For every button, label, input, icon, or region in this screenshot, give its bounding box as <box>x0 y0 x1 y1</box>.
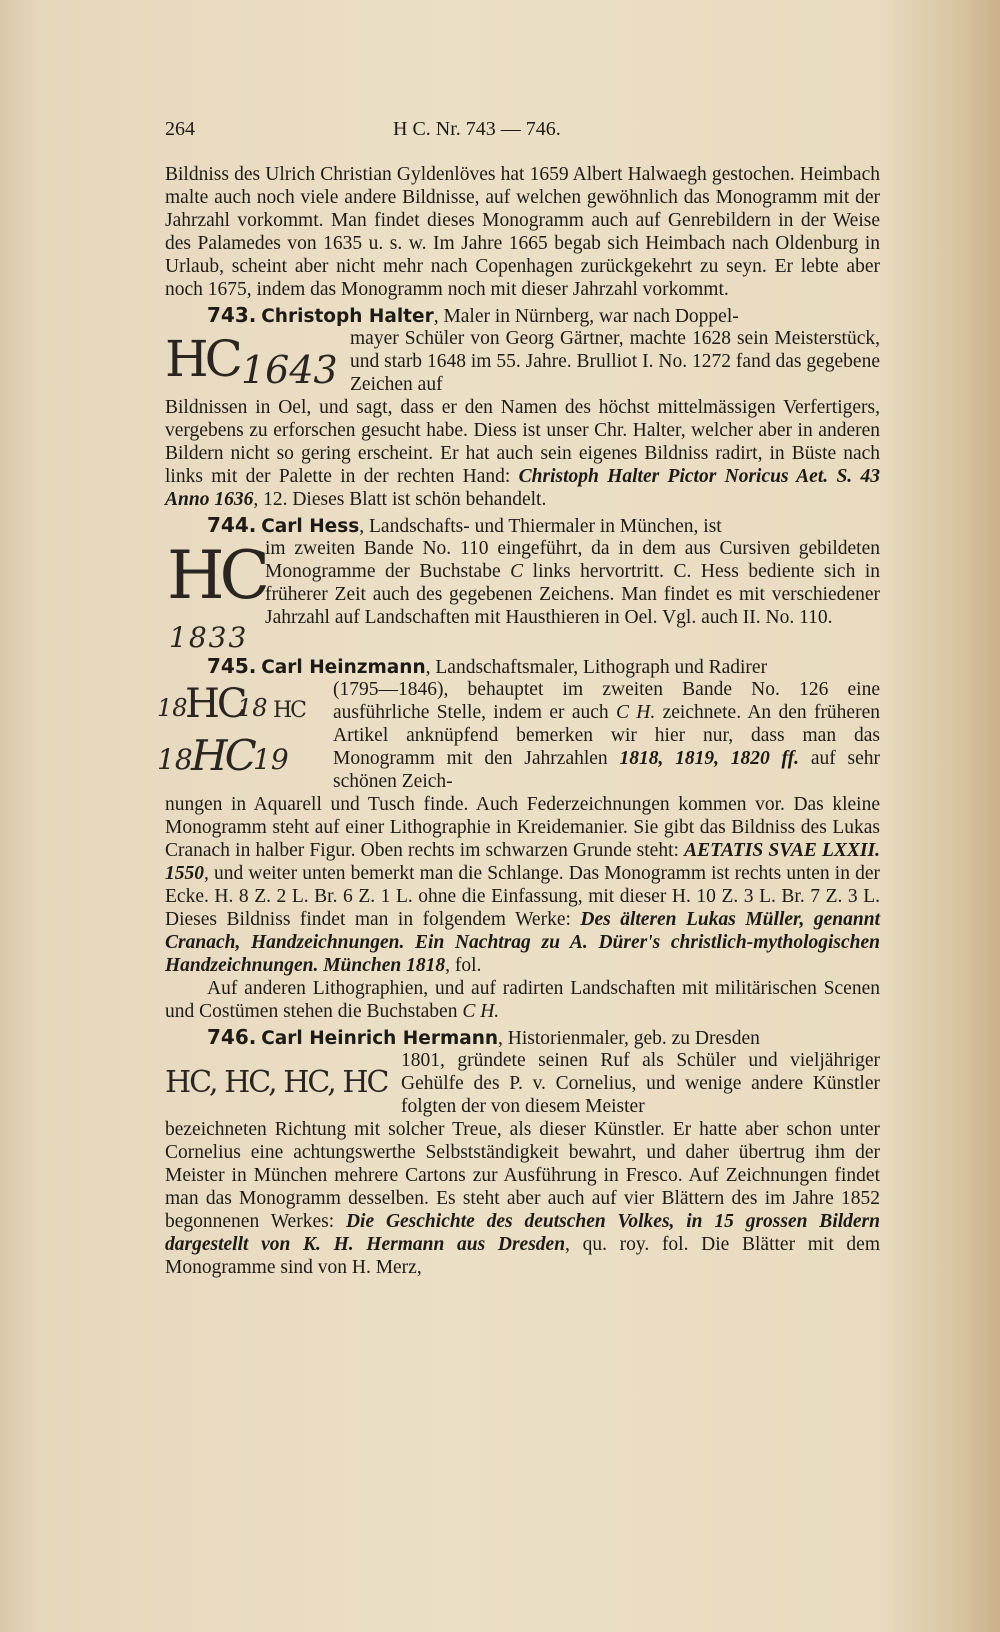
monogram-year-d: 19 <box>253 743 289 776</box>
entry-body-b: , und weiter unten bemerkt man die Schlange. Das Monogramm ist rechts unten in der Ecke. H. 8 Z. 2 L. Br. 6 Z. 1 L. ohne die Einfassung, mit dieser H. 10 Z. 3 L. Br. 7 Z. 3 L. Dieses Bildniss findet man in folgendem Werke: <box>165 863 880 930</box>
book-title: Des älteren Lukas Müller, genannt Cranach, Handzeichnungen. Ein Nachtrag zu A. Dürer's christlich-mythologischen Handzeichnungen. München 1818 <box>165 909 880 976</box>
years: 1818, 1819, 1820 ff. <box>619 748 800 769</box>
inscription: AETATIS SVAE LXXII. 1550 <box>165 840 880 884</box>
entry-head-text: , Landschafts- und Thiermaler in München, ist <box>359 516 722 537</box>
wrap-letter: C <box>510 561 524 582</box>
entry-paragraph-2 <box>165 977 880 1023</box>
entry-head <box>165 1026 880 1049</box>
monogram-year-b: 18 <box>237 694 268 722</box>
signature-letters: C H. <box>462 1001 500 1022</box>
wrap-text-b: links hervortritt. C. Hess bediente sich in früherer Zeit auch des gegebenen Zeichens. Man findet es mit verschiedener Jahrzahl auf Landschaften mit Hausthieren in Oel. Vgl. auch II. No. 110. <box>265 561 880 628</box>
opening-paragraph: Bildniss des Ulrich Christian Gyldenlöves hat 1659 Albert Halwaegh gestochen. Heimbach malte auch noch viele andere Bildnisse, auf welchen gewöhnlich das Monogramm mit der Jahrzahl vorkommt. Man findet dieses Monogramm auch auf Genrebildern in der Weise des Palamedes von 1635 u. s. w. Im Jahre 1665 begab sich Heimbach nach Oldenburg in Urlaub, scheint aber nicht mehr nach Copenhagen zurückgekehrt zu seyn. Er lebte aber noch 1675, indem das Monogramm noch mit dieser Jahrzahl vorkommt. <box>165 164 880 300</box>
wrap-text-b: zeichnete. An den früheren Artikel anknüpfend bemerken wir hier nur, dass man das Monogramm mit den Jahrzahlen <box>333 702 880 769</box>
entry-number: 743. <box>207 303 257 327</box>
page-number: 264 <box>165 118 195 140</box>
wrap-text-a: (1795—1846), behauptet im zweiten Bande No. 126 eine ausführliche Stelle, indem er auch <box>333 679 880 723</box>
monogram-year-a: 18 <box>157 694 188 722</box>
entry-746 <box>165 1026 880 1279</box>
entry-head <box>165 514 880 537</box>
entry-number: 744. <box>207 513 257 537</box>
entry-body <box>165 396 880 511</box>
entry-wrap-text <box>265 537 880 652</box>
artist-name: Carl Heinrich Hermann <box>261 1028 499 1049</box>
monogram-mark-script: HC <box>191 731 254 780</box>
artist-name: Carl Hess <box>261 516 360 537</box>
monogram-year: 1833 <box>169 621 249 654</box>
entry-body-text: Bildnissen in Oel, und sagt, dass er den Namen des höchst mittelmässigen Verfertigers, vergebens zu erforschen gesucht habe. Diess ist unser Chr. Halter, welcher aber in anderen Bildern nicht so gering erscheint. Er hat auch sein eigenes Bildniss radirt, in Büste nach links mit der Palette in der rechten Hand: <box>165 397 880 487</box>
monogram-mark: HC <box>167 537 266 614</box>
monogram-mark-small: HC <box>273 698 306 723</box>
wrap-text-a: im zweiten Bande No. 110 eingeführt, da in dem aus Cursiven gebildeten Monogramme der Buchstabe <box>265 538 880 582</box>
entry-wrap-text: 1801, gründete seinen Ruf als Schüler und vieljähriger Gehülfe des P. v. Cornelius, und wenige andere Künstler folgten der von diesem Meister <box>401 1050 880 1117</box>
monogram-marks: HC, HC, HC, HC <box>165 1065 388 1100</box>
entry-body-b: , qu. roy. fol. Die Blätter mit dem Monogramme sind von H. Merz, <box>165 1234 881 1278</box>
entry-744 <box>165 514 880 652</box>
entry-head-text: , Landschaftsmaler, Lithograph und Radirer <box>425 657 768 678</box>
artist-name: Christoph Halter <box>261 306 434 327</box>
inscription: Christoph Halter Pictor Noricus Aet. S. 43 Anno 1636 <box>165 466 880 510</box>
text-column <box>157 118 881 1279</box>
signature-letters: C H. <box>615 702 656 723</box>
entry-wrap-text <box>333 678 880 793</box>
monogram-figure-745 <box>157 678 333 793</box>
entry-wrap-text: mayer Schüler von Georg Gärtner, machte 1628 sein Meisterstück, und starb 1648 im 55. Jahre. Brulliot I. No. 1272 fand das gegebene Zeichen auf <box>350 328 880 395</box>
entry-head <box>165 304 880 327</box>
entry-body-c: , fol. <box>445 955 482 976</box>
running-title: H C. Nr. 743 — 746. <box>393 118 561 140</box>
monogram-figure-746 <box>165 1049 401 1118</box>
wrap-text-c: auf sehr schönen Zeich- <box>333 748 881 792</box>
entry-head <box>165 655 880 678</box>
entry-body-a: bezeichneten Richtung mit solcher Treue, als dieser Künstler. Er hatte aber schon unter Cornelius eine achtungswerthe Selbstständigkeit bewahrt, und daher übertrug ihm der Meister in München mehrere Cartons zur Ausführung in Fresco. Auf Zeichnungen findet man das Monogramm desselben. Es steht aber auch auf vier Blättern des im Jahre 1852 begonnenen Werkes: <box>165 1119 880 1232</box>
monogram-mark-large: HC <box>185 681 245 727</box>
entry-number: 746. <box>207 1025 257 1049</box>
entry-body-a: nungen in Aquarell und Tusch finde. Auch Federzeichnungen kommen vor. Das kleine Monogramm steht auf einer Lithographie in Kreidemanier. Sie gibt das Bildniss des Lukas Cranach in halber Figur. Oben rechts im schwarzen Grunde steht: <box>165 794 880 861</box>
running-header <box>165 118 880 141</box>
book-title: Die Geschichte des deutschen Volkes, in 15 grossen Bildern dargestellt von K. H. Hermann aus Dresden <box>165 1211 880 1255</box>
entry-head-text: , Maler in Nürnberg, war nach Doppel- <box>433 306 739 327</box>
entry-743 <box>165 304 880 511</box>
monogram-year-c: 18 <box>157 743 193 776</box>
monogram-year: 1643 <box>241 348 338 392</box>
monogram-figure-744 <box>165 537 265 652</box>
entry-number: 745. <box>207 654 257 678</box>
monogram-mark: HC <box>165 330 239 388</box>
entry-body <box>165 793 880 977</box>
entry-body-end: , 12. Dieses Blatt ist schön behandelt. <box>253 489 547 510</box>
entry-head-text: , Historienmaler, geb. zu Dresden <box>498 1028 760 1049</box>
entry-body <box>165 1118 880 1279</box>
monogram-figure-743 <box>165 327 350 396</box>
artist-name: Carl Heinzmann <box>261 657 426 678</box>
paragraph-text: Auf anderen Lithographien, und auf radirten Landschaften mit militärischen Scenen und Costümen stehen die Buchstaben <box>165 978 880 1022</box>
entry-745 <box>157 654 881 1023</box>
